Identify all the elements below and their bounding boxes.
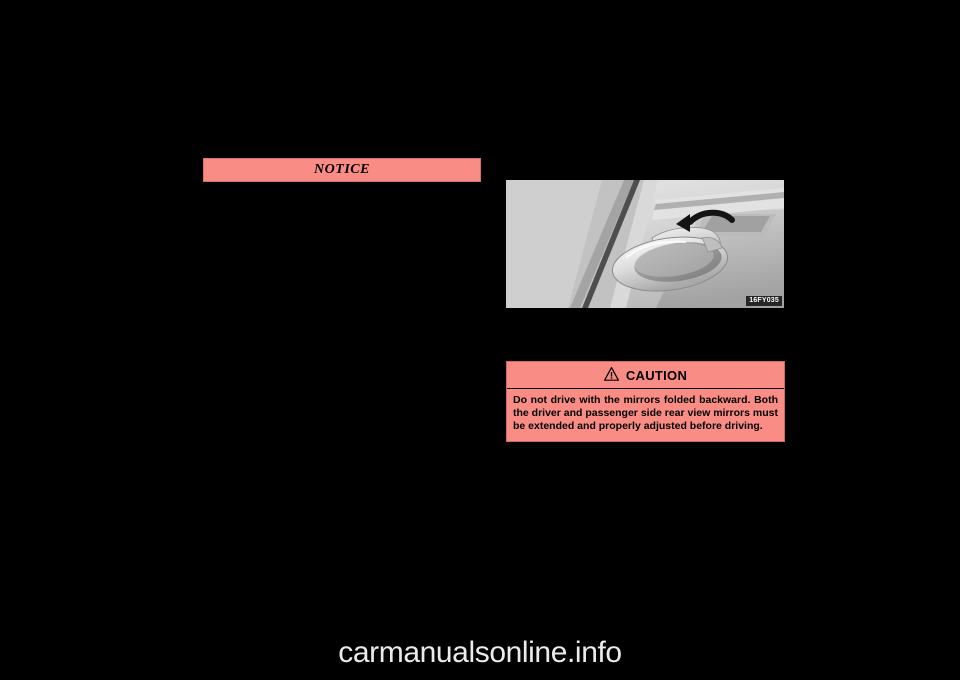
- caution-title: CAUTION: [625, 367, 688, 383]
- notice-banner: [203, 158, 481, 182]
- figure-code: 16FY035: [746, 296, 782, 306]
- mirror-illustration: [506, 180, 784, 308]
- mirror-illustration-graphic: [506, 180, 784, 308]
- warning-triangle-icon: [604, 367, 619, 386]
- site-watermark: carmanualsonline.info: [338, 636, 622, 669]
- caution-box: [506, 361, 785, 442]
- caution-header: [507, 362, 784, 389]
- notice-label: NOTICE: [314, 162, 370, 177]
- caution-body-text: Do not drive with the mirrors folded backward. Both the driver and passenger side rear view mirrors must be extended and properly adjusted before driving.: [513, 394, 778, 433]
